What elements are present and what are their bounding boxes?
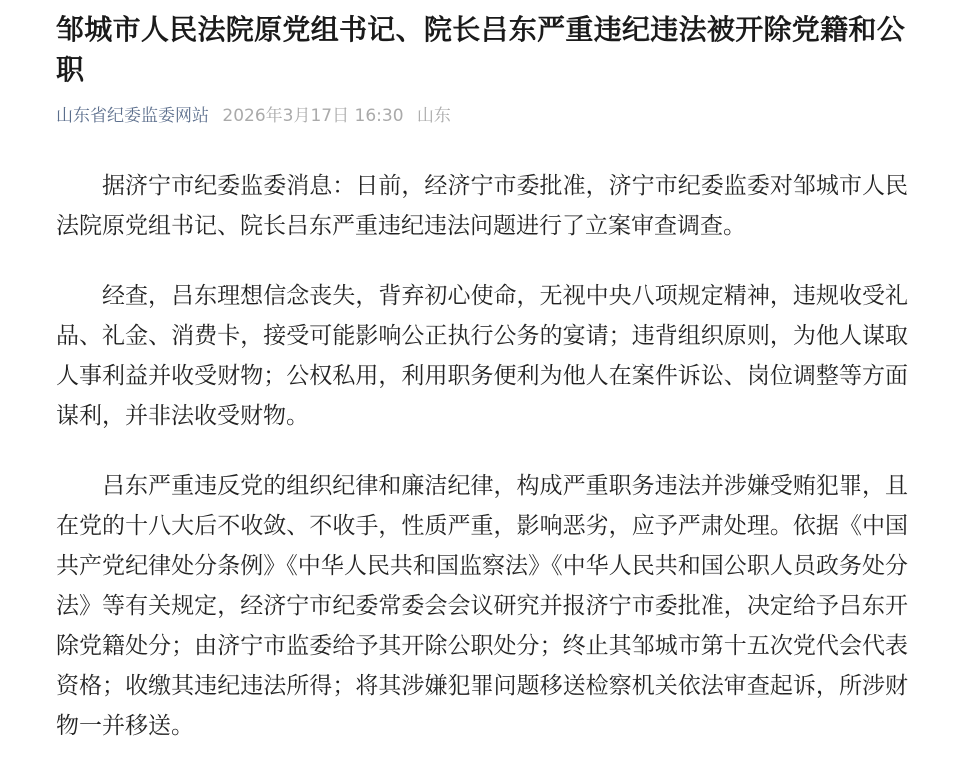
article — [56, 10, 908, 776]
article-source[interactable]: 山东省纪委监委网站 — [56, 106, 209, 126]
article-title: 邹城市人民法院原党组书记、院长吕东严重违纪违法被开除党籍和公职 — [56, 13, 906, 86]
paragraph: 经查，吕东理想信念丧失，背弃初心使命，无视中央八项规定精神，违规收受礼品、礼金、消费卡，接受可能影响公正执行公务的宴请；违背组织原则，为他人谋取人事利益并收受财物；公权私用，利用职务便利为他人在案件诉讼、岗位调整等方面谋利，并非法收受财物。 — [56, 283, 908, 429]
article-meta — [56, 104, 908, 128]
paragraph: 吕东严重违反党的组织纪律和廉洁纪律，构成严重职务违法并涉嫌受贿犯罪，且在党的十八大后不收敛、不收手，性质严重，影响恶劣，应予严肃处理。依据《中国共产党纪律处分条例》《中华人民共和国监察法》《中华人民共和国公职人员政务处分法》等有关规定，经济宁市纪委常委会会议研究并报济宁市委批准，决定给予吕东开除党籍处分；由济宁市监委给予其开除公职处分；终止其邹城市第十五次党代会代表资格；收缴其违纪违法所得；将其涉嫌犯罪问题移送检察机关依法审查起诉，所涉财物一并移送。 — [56, 473, 908, 739]
article-body — [56, 166, 908, 746]
paragraph: 据济宁市纪委监委消息：日前，经济宁市委批准，济宁市纪委监委对邹城市人民法院原党组书记、院长吕东严重违纪违法问题进行了立案审查调查。 — [56, 173, 908, 239]
article-location: 山东 — [416, 106, 451, 126]
article-datetime: 2026年3月17日 16:30 — [222, 106, 404, 126]
